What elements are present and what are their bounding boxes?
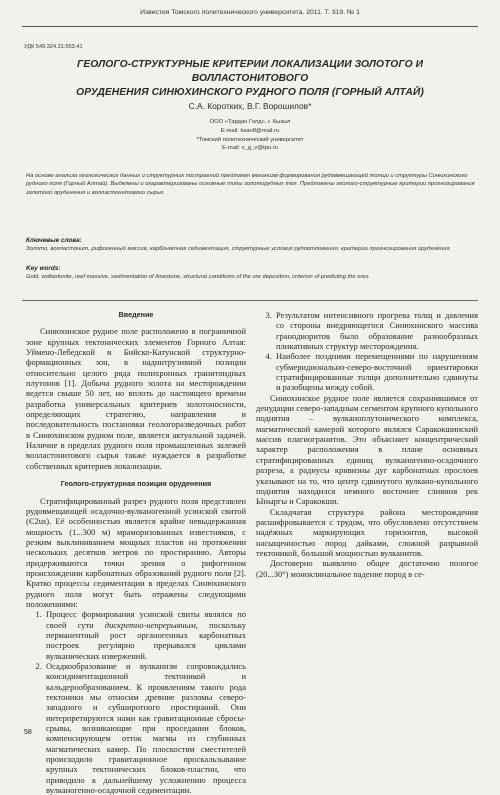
abstract: На основе анализа геологических данных и структурных построений предложен механизм формирования рудовмещающей толщи и структуры Синюхинского рудного поля (Горный Алтай). Выделены и охарактеризованы основные типы золоторудных тел. Предложены геолого-структурные критерии прогнозирования золотого оруденения и волластонитового сырья. xyxy=(26,173,475,196)
geology-paragraph: Стратифицированный разрез рудного поля представлен рудовмещающей осадочно-вулканогенной усинской свитой (Є2us). Её особенностью является крайне невыдержанная мощность (1...300 м) мраморизованных известняков, с резким выклиниванием мощных пластов на протяжении нескольких десятков метров по простиранию. Авторы придерживаются точки зрения о рифогенном происхождении карбонатных образований рудного поля [2]. Кратко процессы седиментации в пределах Синюхинского рудного поля могут быть отражены следующими положениями: xyxy=(26,495,246,609)
article-title xyxy=(20,58,480,100)
keywords-ru-heading: Ключевые слова: xyxy=(26,237,82,244)
keywords-en-heading: Key words: xyxy=(26,265,61,272)
authors: С.А. Коротких, В.Г. Ворошилов* xyxy=(188,101,312,111)
section-heading-intro: Введение xyxy=(118,310,154,319)
process-list xyxy=(26,609,246,795)
page-number: 58 xyxy=(24,729,32,736)
structure-paragraph: Синюхинское рудное поле является сохранившимся от денудации северо-западным сегментом крупного купольного поднятия – вулканоплутонического комплекса, магматической камерой которого являлся Саракокшинский массив плагиогранитов. Это объясняет концентрический характер расположения в плане основных стратифицированных единиц вулканогенно-осадочного разреза, а радиусы кривизны дуг карбонатных прослоев указывают на то, что центр сдвинутого вулкано-купольного поднятия находился немного восточнее слияния рек Ыныргы и Саракокши. xyxy=(256,392,478,507)
keywords-en-text: Gold, wollastonite, reef massive, sedimentation of limestone, structural conditions of the ore deposition, criterion of predicting the ores. xyxy=(26,274,371,280)
affiliations xyxy=(0,118,500,153)
intro-paragraph: Синюхинское рудное поле расположено в пограничной зоне крупных тектонических элементов Горного Алтая: Уймено-Лебедской и Бийско-Катунской структурно-формационных зон, в надинтрузивной позиции относительно целого ряда полихронных гранитоидных плутонов [1]. Добыча рудного золота на месторождении ведется свыше 50 лет, но вплоть до настоящего времени разработка универсальных критериев золотоносности, определяющих стратегию, направления и последовательность постановки геологоразведочных работ в Синюхинском рудном поле, является актуальной задачей. Наличие в пределах рудного поля промышленных залежей волластонитового сырья также нуждается в разработке собственных критериев локализации. xyxy=(26,326,246,471)
folding-paragraph: Складчатая структура района месторождения расшифровывается с трудом, что обусловлено отсутствием надёжных маркирующих горизонтов, высокой насыщенностью пород дайками, сложной разрывной тектоникой, большой мощностью вулканитов. xyxy=(256,506,478,558)
list-item: 3. Результатом интенсивного прогрева толщ и давления со стороны внедряющегося Синюхинского массива гранодиоритов было образование разнообразных пликативных структур месторождения. xyxy=(274,310,478,351)
dip-paragraph: Достоверно выявлено общее достаточно пологое (20...30°) моноклинальное падение пород в се- xyxy=(256,558,478,579)
title-line: ОРУДЕНЕНИЯ СИНЮХИНСКОГО РУДНОГО ПОЛЯ (ГОРНЫЙ АЛТАЙ) xyxy=(76,87,424,98)
section-heading-geology: Геолого-структурная позиция оруденения xyxy=(60,479,212,489)
right-column xyxy=(256,310,478,579)
running-head: Известия Томского политехнического университета. 2011. Т. 319. № 1 xyxy=(140,9,360,16)
header-rule xyxy=(22,26,478,27)
list-item: 1. Процесс формирования усинской свиты являлся по своей сути дискретно-непрерывным, поскольку перманентный рост органогенных карбонатных построек регулярно прерывался циклами вулканических извержений. xyxy=(44,609,246,661)
affiliation-org: ООО «Тардан Голд», г. Кызыл xyxy=(209,119,291,125)
list-item: 4. Наиболее поздними перемещениями по нарушениям субмеридионально-северо-восточной ориентировки стратифицированные толщи дополнительно сдвинуты и разобщены между собой. xyxy=(274,351,478,392)
affiliation-email: E-mail: ksan8@mail.ru xyxy=(220,127,280,134)
left-column xyxy=(26,310,246,795)
affiliation-email: E-mail: v_g_v@tpu.ru xyxy=(222,145,278,152)
process-list-continued xyxy=(256,310,478,393)
affiliation-org: *Томский политехнический университет xyxy=(196,136,304,143)
list-item: 2. Осадкообразование и вулканизм сопровождались консидиментационной тектоникой и кальдерообразованием. К проявлениям такого рода тектоники мы относим древние разломы северо-западного и субширотного простираний. Они интерпретируются нами как гравитационные сбросы-срывы, возникающие при проседании блоков, компенсирующем отток магмы из глубинных магматических камер. По плоскостям сместителей происходило гравитационное проскальзывание крупных тектонических блоков-пластин, что приводило к дальнейшему усложнению процесса вулканогенно-осадочной седиментации. xyxy=(44,661,246,795)
section-divider xyxy=(22,300,478,301)
keywords-ru-text: Золото, волластонит, рифогенный массив, карбонатная седиментация, структурные условия рудоотложения, критерии прогнозирования оруденения. xyxy=(26,246,452,252)
title-line: ГЕОЛОГО-СТРУКТУРНЫЕ КРИТЕРИИ ЛОКАЛИЗАЦИИ ЗОЛОТОГО И ВОЛЛАСТОНИТОВОГО xyxy=(76,59,424,84)
udc-code: УДК 549.324.31:553.41 xyxy=(24,44,83,50)
